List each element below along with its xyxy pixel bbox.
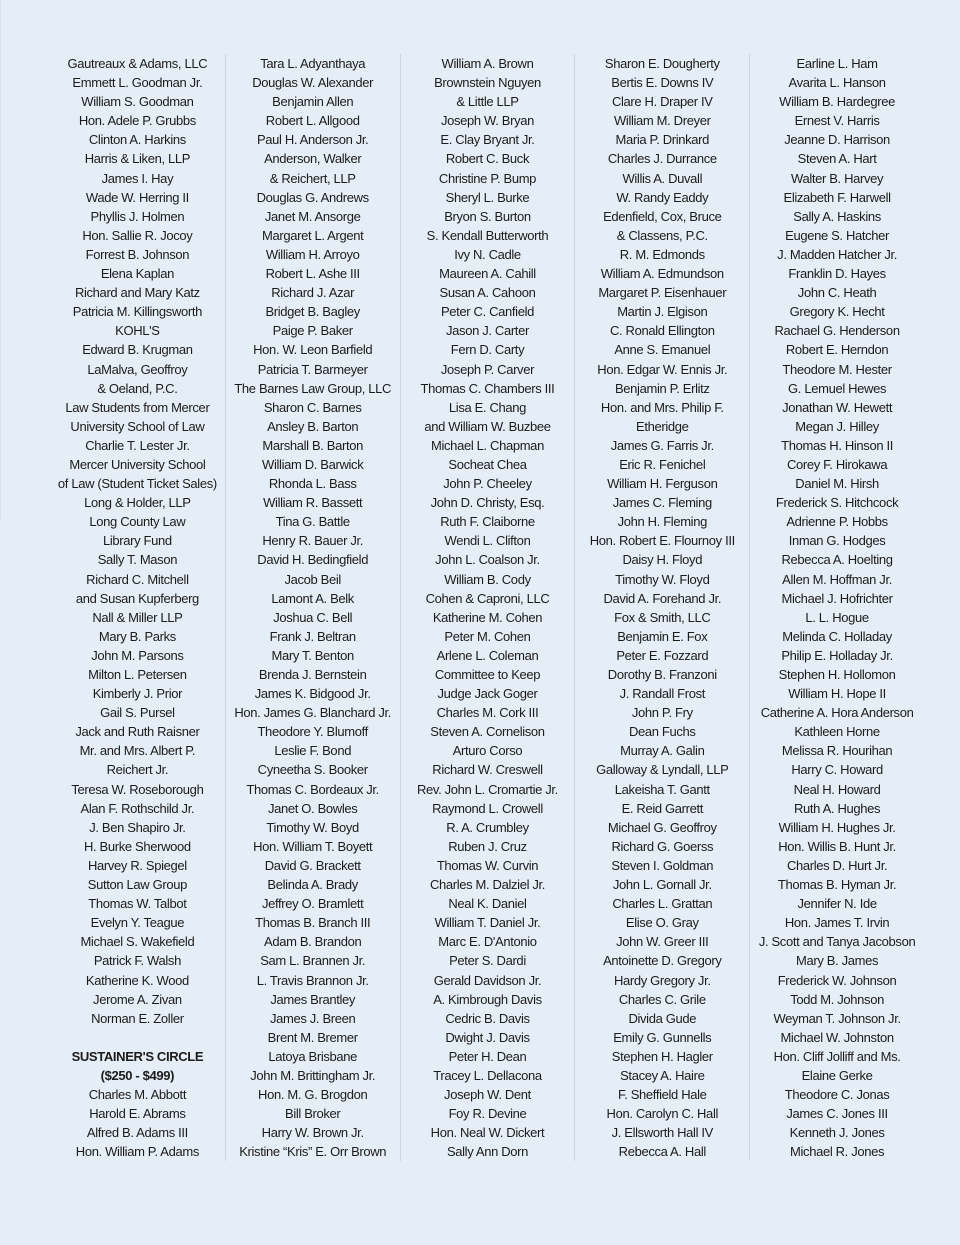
donor-name: Thomas C. Bordeaux Jr. (246, 781, 379, 797)
donor-name: Jack and Ruth Raisner (75, 724, 200, 740)
donor-name: Thomas B. Hyman Jr. (777, 877, 897, 893)
donor-name: John P. Cheeley (443, 476, 532, 492)
donor-name: Clinton A. Harkins (88, 132, 186, 148)
donor-name: John C. Heath (797, 285, 877, 301)
donor-name: Evelyn Y. Teague (90, 915, 185, 931)
donor-column-4 (574, 54, 749, 1161)
donor-name: Cedric B. Davis (445, 1010, 530, 1026)
donor-name: William H. Hope II (788, 686, 886, 702)
donor-name: Hon. Robert E. Flournoy III (589, 533, 735, 549)
donor-name: Melissa R. Hourihan (781, 743, 893, 759)
donor-name: Rebecca A. Hoelting (781, 552, 893, 568)
donor-name: Brownstein Nguyen (434, 75, 541, 91)
donor-name: Jennifer N. Ide (797, 896, 877, 912)
donor-name: Long & Holder, LLP (84, 495, 191, 511)
donor-name: Lisa E. Chang (448, 399, 527, 415)
donor-name: Mercer University School (69, 456, 206, 472)
donor-name: Frederick S. Hitchcock (775, 495, 899, 511)
donor-name: Hon. Carolyn C. Hall (606, 1106, 719, 1122)
donor-name: Teresa W. Roseborough (71, 781, 204, 797)
donor-name: Maureen A. Cahill (439, 266, 536, 282)
donor-name: Christine P. Bump (438, 170, 537, 186)
donor-name: Dwight J. Davis (445, 1029, 530, 1045)
donor-name: Theodore C. Jonas (784, 1087, 890, 1103)
donor-name: Sally Ann Dorn (446, 1144, 529, 1160)
donor-name: Stephen H. Hagler (611, 1048, 713, 1064)
donor-name: Hon. Willis B. Hunt Jr. (778, 838, 896, 854)
donor-name: Cyneetha S. Booker (257, 762, 368, 778)
donor-name: William H. Ferguson (607, 476, 718, 492)
donor-name: John H. Fleming (617, 514, 707, 530)
donor-name: Rhonda L. Bass (268, 476, 357, 492)
donor-name: Hon. Cliff Jolliff and Ms. (773, 1048, 901, 1064)
donor-name: Theodore Y. Blumoff (257, 724, 368, 740)
donor-name: Anne S. Emanuel (614, 342, 711, 358)
donor-name: Kimberly J. Prior (92, 686, 183, 702)
donor-name: Charles M. Dalziel Jr. (429, 877, 546, 893)
donor-name: Joseph W. Bryan (440, 113, 534, 129)
donor-name: Peter M. Cohen (444, 628, 531, 644)
donor-name: Timothy W. Floyd (615, 571, 710, 587)
donor-name: Henry R. Bauer Jr. (262, 533, 364, 549)
donor-name: Frederick W. Johnson (777, 972, 897, 988)
donor-name: Tracey L. Dellacona (433, 1067, 542, 1083)
donor-name: & Oeland, P.C. (97, 380, 178, 396)
donor-name: Michael W. Johnston (780, 1029, 894, 1045)
donor-name: Richard G. Goerss (611, 838, 714, 854)
donor-name: Cohen & Caproni, LLC (425, 590, 550, 606)
donor-column-3 (400, 54, 575, 1161)
donor-name: Tara L. Adyanthaya (260, 56, 366, 71)
donor-name: Robert L. Allgood (265, 113, 360, 129)
donor-name: William B. Cody (444, 571, 531, 587)
donor-name: Galloway & Lyndall, LLP (596, 762, 729, 778)
donor-name: J. Scott and Tanya Jacobson (758, 934, 916, 950)
donor-name: Ruth A. Hughes (794, 800, 881, 816)
spacer (50, 1028, 225, 1047)
donor-name: KOHL'S (115, 323, 160, 339)
donor-name: Martin J. Elgison (617, 304, 708, 320)
donor-name: Edward B. Krugman (82, 342, 193, 358)
donor-name: A. Kimbrough Davis (433, 991, 542, 1007)
donor-name: William M. Dreyer (613, 113, 711, 129)
donor-name: Hon. Adele P. Grubbs (78, 113, 196, 129)
donor-name: Douglas G. Andrews (256, 189, 369, 205)
donor-name: Janet O. Bowles (267, 800, 358, 816)
donor-name: Hon. William P. Adams (75, 1144, 199, 1160)
donor-name: David G. Brackett (264, 857, 361, 873)
donor-name: Richard W. Creswell (432, 762, 543, 778)
donor-name: F. Sheffield Hale (618, 1087, 707, 1103)
donor-name: David H. Bedingfield (257, 552, 369, 568)
donor-name: Alan F. Rothschild Jr. (80, 800, 195, 816)
donor-name: Michael G. Geoffroy (607, 819, 717, 835)
donor-name: William A. Brown (441, 56, 534, 71)
donor-name: Patricia T. Barmeyer (257, 361, 368, 377)
donor-name: R. M. Edmonds (619, 246, 705, 262)
donor-name: William A. Edmundson (600, 266, 724, 282)
donor-name: G. Lemuel Hewes (788, 380, 887, 396)
donor-name: Corey F. Hirokawa (786, 456, 888, 472)
donor-name: Leslie F. Bond (274, 743, 352, 759)
donor-name: Paul H. Anderson Jr. (256, 132, 369, 148)
donor-name: Benjamin Allen (272, 94, 354, 110)
donor-name: Hardy Gregory Jr. (613, 972, 711, 988)
donor-name: Douglas W. Alexander (252, 75, 374, 91)
donor-name: Thomas H. Hinson II (781, 437, 893, 453)
donor-name: William S. Goodman (81, 94, 194, 110)
donor-name: H. Burke Sherwood (84, 838, 191, 854)
donor-name: Jonathan W. Hewett (782, 399, 893, 415)
donor-name: Arturo Corso (452, 743, 523, 759)
donor-name: Divida Gude (628, 1010, 697, 1026)
donor-name: Philip E. Holladay Jr. (781, 647, 893, 663)
donor-name: Janet M. Ansorge (264, 208, 361, 224)
donor-name: Sharon C. Barnes (263, 399, 362, 415)
donor-name: Charles L. Grattan (612, 896, 713, 912)
donor-name: John M. Brittingham Jr. (250, 1067, 376, 1083)
donor-name: Brenda J. Bernstein (258, 667, 367, 682)
donor-name: Sally A. Haskins (793, 208, 881, 224)
donor-name: Sheryl L. Burke (445, 189, 530, 205)
donor-name: Adam B. Brandon (264, 934, 362, 950)
donor-name: Hon. and Mrs. Philip F. (600, 399, 724, 415)
donor-name: Richard C. Mitchell (86, 571, 189, 587)
donor-name: Reichert Jr. (106, 762, 169, 778)
donor-name: James C. Jones III (786, 1106, 888, 1122)
donor-name: Michael R. Jones (790, 1144, 885, 1160)
donor-name: Library Fund (103, 533, 172, 549)
donor-name: Bryon S. Burton (444, 208, 531, 224)
donor-name: Willis A. Duvall (622, 170, 703, 186)
donor-name: Etheridge (636, 418, 689, 434)
donor-name: R. A. Crumbley (446, 819, 529, 835)
donor-name: John L. Gornall Jr. (612, 877, 712, 893)
donor-name: S. Kendall Butterworth (426, 227, 549, 243)
donor-name: Peter C. Canfield (440, 304, 535, 320)
donor-name: Hon. William T. Boyett (253, 838, 373, 854)
donor-name: Thomas W. Talbot (88, 896, 187, 912)
donor-name: W. Randy Eaddy (616, 189, 709, 205)
donor-name: Todd M. Johnson (790, 991, 884, 1007)
donor-name: Ruben J. Cruz (448, 838, 527, 854)
donor-name: Jacob Beil (284, 571, 341, 587)
donor-name: Walter B. Harvey (791, 170, 884, 186)
donor-name: Raymond L. Crowell (432, 800, 543, 816)
donor-name: Hon. James G. Blanchard Jr. (234, 705, 392, 721)
donor-name: Peter E. Fozzard (616, 647, 709, 663)
donor-name: Harvey R. Spiegel (87, 857, 187, 873)
donor-name: E. Reid Garrett (621, 800, 704, 816)
donor-name: Inman G. Hodges (788, 533, 886, 549)
donor-name: L. Travis Brannon Jr. (256, 972, 369, 988)
donor-name: Marshall B. Barton (262, 437, 364, 453)
donor-name: John M. Parsons (91, 647, 184, 663)
donor-name: Alfred B. Adams III (86, 1125, 188, 1141)
donor-name: Charlie T. Lester Jr. (85, 437, 190, 453)
donor-name: James J. Breen (269, 1010, 356, 1026)
donor-name: Benjamin E. Fox (617, 628, 708, 644)
donor-name: Elizabeth F. Harwell (783, 189, 891, 205)
donor-name: Harold E. Abrams (89, 1106, 186, 1122)
donor-column-5 (749, 54, 924, 1161)
donor-name: Antoinette D. Gregory (603, 953, 722, 969)
donor-name: Hon. Neal W. Dickert (430, 1125, 545, 1141)
section-heading: SUSTAINER'S CIRCLE (71, 1048, 204, 1064)
donor-name: Megan J. Hilley (795, 418, 879, 434)
donor-name: Gautreaux & Adams, LLC (67, 56, 208, 71)
donor-name: Mary B. James (796, 953, 879, 969)
donor-name: Eric R. Fenichel (619, 456, 706, 472)
donor-name: Belinda A. Brady (267, 877, 358, 893)
donor-name: John W. Greer III (616, 934, 709, 950)
donor-name: John P. Fry (631, 705, 693, 721)
donor-name: John L. Coalson Jr. (435, 552, 540, 568)
donor-name: William D. Barwick (262, 456, 364, 472)
donor-name: Gregory K. Hecht (789, 304, 885, 320)
donor-name: Gerald Davidson Jr. (433, 972, 542, 988)
donor-name: Ansley B. Barton (267, 418, 359, 434)
donor-name: Foy R. Devine (448, 1106, 527, 1122)
donor-name: Harry C. Howard (791, 762, 883, 778)
donor-name: Robert E. Herndon (785, 342, 889, 358)
donor-name: Stephen H. Hollomon (778, 667, 896, 682)
donor-name: Ivy N. Cadle (454, 246, 521, 262)
donor-name: Daisy H. Floyd (622, 552, 703, 568)
donor-name: Avarita L. Hanson (788, 75, 886, 91)
donor-name: Murray A. Galin (620, 743, 705, 759)
donor-name: Franklin D. Hayes (788, 266, 886, 282)
donor-name: Hon. Edgar W. Ennis Jr. (597, 361, 728, 377)
donor-name: Arlene L. Coleman (436, 647, 539, 663)
donor-name: Hon. M. G. Brogdon (258, 1087, 368, 1103)
donor-name: Ruth F. Claiborne (440, 514, 535, 530)
donor-name: Robert C. Buck (445, 151, 530, 167)
donor-name: and William W. Buzbee (424, 418, 551, 434)
donor-name: Bill Broker (285, 1106, 341, 1122)
donor-name: Rev. John L. Cromartie Jr. (417, 781, 558, 797)
donor-name: Thomas W. Curvin (436, 857, 539, 873)
donor-name: J. Randall Frost (619, 686, 705, 702)
donor-name: Gail S. Pursel (100, 705, 175, 721)
donor-name: Michael L. Chapman (431, 437, 544, 453)
donor-name: John D. Christy, Esq. (430, 495, 545, 511)
donor-name: Mr. and Mrs. Albert P. (79, 743, 196, 759)
donor-name: Patrick F. Walsh (93, 953, 181, 969)
donor-name: Eugene S. Hatcher (785, 227, 890, 243)
donor-name: James I. Hay (101, 170, 174, 186)
donor-name: James G. Farris Jr. (610, 437, 714, 453)
donor-name: University School of Law (70, 418, 205, 434)
donor-name: Margaret P. Eisenhauer (598, 285, 727, 301)
donor-name: L. L. Hogue (805, 609, 869, 625)
donor-name: Milton L. Petersen (88, 667, 187, 682)
donor-name: Forrest B. Johnson (85, 246, 190, 262)
donor-name: Jerome A. Zivan (93, 991, 182, 1007)
donor-name: Kenneth J. Jones (789, 1125, 885, 1141)
donor-name: Phyllis J. Holmen (90, 208, 185, 224)
donor-name: Mary T. Benton (271, 647, 354, 663)
donor-name: Peter H. Dean (448, 1048, 527, 1064)
donor-name: Hon. James T. Irvin (784, 915, 890, 931)
donor-name: Katherine K. Wood (85, 972, 189, 988)
donor-name: Fox & Smith, LLC (614, 609, 711, 625)
donor-name: E. Clay Bryant Jr. (440, 132, 535, 148)
donor-name: Charles D. Hurt Jr. (786, 857, 888, 873)
donor-name: Joseph P. Carver (440, 361, 535, 377)
donor-name: Sam L. Brannen Jr. (260, 953, 366, 969)
donor-name: Anderson, Walker (264, 151, 362, 167)
donor-name: Lakeisha T. Gantt (614, 781, 710, 797)
donor-name: Bertis E. Downs IV (611, 75, 714, 91)
donor-name: Sally T. Mason (97, 552, 178, 568)
donor-name: Judge Jack Goger (437, 686, 538, 702)
donor-name: Wendi L. Clifton (444, 533, 531, 549)
section-heading: ($250 - $499) (100, 1067, 175, 1083)
donor-name: Jeanne D. Harrison (784, 132, 890, 148)
donor-name: Earline L. Ham (796, 56, 878, 71)
donor-name: William H. Hughes Jr. (778, 819, 896, 835)
donor-name: Mary B. Parks (98, 628, 176, 644)
donor-name: Emmett L. Goodman Jr. (72, 75, 203, 91)
donor-name: J. Ben Shapiro Jr. (89, 819, 186, 835)
donor-name: Maria P. Drinkard (615, 132, 710, 148)
donor-name: Joseph W. Dent (444, 1087, 531, 1103)
donor-name: Thomas B. Branch III (255, 915, 371, 931)
donor-name: Robert L. Ashe III (265, 266, 360, 282)
donor-name: Michael S. Wakefield (80, 934, 195, 950)
donor-name: Weyman T. Johnson Jr. (773, 1010, 901, 1026)
left-edge-line (0, 0, 1, 520)
donor-name: J. Madden Hatcher Jr. (777, 246, 897, 262)
donor-name: Long County Law (89, 514, 186, 530)
donor-name: Steven A. Cornelison (430, 724, 545, 740)
donor-name: Law Students from Mercer (65, 399, 210, 415)
donor-name: and Susan Kupferberg (75, 590, 199, 606)
donor-name: Rachael G. Henderson (774, 323, 900, 339)
donor-name: Catherine A. Hora Anderson (760, 705, 914, 721)
donor-name: Wade W. Herring II (85, 189, 189, 205)
donor-name: Frank J. Beltran (269, 628, 356, 644)
donor-name: Steven A. Hart (797, 151, 877, 167)
donor-name: William T. Daniel Jr. (434, 915, 541, 931)
donor-name: Bridget B. Bagley (265, 304, 360, 320)
donor-name: Richard and Mary Katz (74, 285, 200, 301)
donor-name: James K. Bidgood Jr. (254, 686, 371, 702)
donor-column-1 (50, 54, 225, 1161)
donor-name: & Reichert, LLP (269, 170, 356, 186)
donor-name: James Brantley (270, 991, 356, 1007)
donor-name: & Classens, P.C. (616, 227, 708, 243)
donor-name: Elise O. Gray (625, 915, 699, 931)
donor-name: Ernest V. Harris (794, 113, 880, 129)
donor-name: C. Ronald Ellington (609, 323, 715, 339)
donor-name: Charles J. Durrance (607, 151, 717, 167)
donor-name: Lamont A. Belk (271, 590, 354, 606)
donor-name: & Little LLP (456, 94, 519, 110)
donor-name: Sutton Law Group (87, 877, 187, 893)
donor-name: Melinda C. Holladay (782, 628, 892, 644)
donor-name: Katherine M. Cohen (432, 609, 543, 625)
donor-name: Benjamin P. Erlitz (614, 380, 710, 396)
donor-name: Rebecca A. Hall (618, 1144, 706, 1160)
donor-name: Charles C. Grile (618, 991, 706, 1007)
donor-name: Susan A. Cahoon (439, 285, 536, 301)
donor-name: James C. Fleming (612, 495, 712, 511)
donor-name: Harris & Liken, LLP (84, 151, 191, 167)
donor-name: of Law (Student Ticket Sales) (57, 476, 217, 492)
donor-name: Timothy W. Boyd (266, 819, 359, 835)
donor-name: William R. Bassett (263, 495, 363, 511)
donor-name: Elena Kaplan (100, 266, 174, 282)
donor-name: Theodore M. Hester (782, 361, 892, 377)
donor-name: Daniel M. Hirsh (795, 476, 879, 492)
donor-name: William H. Arroyo (265, 246, 360, 262)
donor-name: Dorothy B. Franzoni (607, 667, 717, 682)
donor-name: Stacey A. Haire (620, 1067, 705, 1083)
donor-name: Peter S. Dardi (449, 953, 526, 969)
donor-name: Fern D. Carty (450, 342, 525, 358)
donor-name: Hon. W. Leon Barfield (253, 342, 373, 358)
donor-name: Clare H. Draper IV (611, 94, 713, 110)
donor-name: Charles M. Abbott (88, 1087, 187, 1103)
donor-name: Joshua C. Bell (273, 609, 353, 625)
donor-name: Charles M. Cork III (436, 705, 539, 721)
donor-name: Thomas C. Chambers III (420, 380, 555, 396)
donor-name: Neal H. Howard (793, 781, 881, 797)
donor-name: Adrienne P. Hobbs (786, 514, 888, 530)
donor-name: Sharon E. Dougherty (604, 56, 720, 71)
donor-name: Allen M. Hoffman Jr. (782, 571, 892, 587)
donor-name: Paige P. Baker (272, 323, 353, 339)
donor-name: Brent M. Bremer (267, 1029, 358, 1045)
donor-columns (50, 54, 924, 1161)
donor-name: Edenfield, Cox, Bruce (603, 208, 722, 224)
donor-name: Nall & Miller LLP (92, 609, 183, 625)
donor-name: Marc E. D'Antonio (438, 934, 537, 950)
donor-name: Patricia M. Killingsworth (72, 304, 203, 320)
donor-name: Richard J. Azar (271, 285, 355, 301)
donor-name: David A. Forehand Jr. (603, 590, 722, 606)
donor-name: Latoya Brisbane (268, 1048, 358, 1064)
donor-name: William B. Hardegree (779, 94, 895, 110)
donor-name: The Barnes Law Group, LLC (234, 380, 392, 396)
donor-name: LaMalva, Geoffroy (87, 361, 188, 377)
donor-name: Norman E. Zoller (91, 1010, 184, 1026)
donor-name: Dean Fuchs (628, 724, 696, 740)
donor-name: Harry W. Brown Jr. (261, 1125, 364, 1141)
donor-name: Kathleen Horne (794, 724, 880, 740)
donor-name: Hon. Sallie R. Jocoy (82, 227, 193, 243)
donor-name: Socheat Chea (448, 456, 527, 472)
donor-name: Elaine Gerke (801, 1067, 873, 1083)
donor-name: Steven I. Goldman (611, 857, 714, 873)
donor-name: Committee to Keep (434, 667, 541, 682)
donor-name: Neal K. Daniel (448, 896, 527, 912)
donor-name: Margaret L. Argent (262, 227, 364, 243)
donor-name: J. Ellsworth Hall IV (611, 1125, 713, 1141)
donor-name: Jeffrey O. Bramlett (261, 896, 364, 912)
donor-name: Tina G. Battle (275, 514, 350, 530)
donor-name: Kristine “Kris” E. Orr Brown (239, 1144, 387, 1160)
donor-name: Michael J. Hofrichter (781, 590, 893, 606)
donor-name: Jason J. Carter (446, 323, 529, 339)
donor-name: Emily G. Gunnells (613, 1029, 712, 1045)
donor-column-2 (225, 54, 400, 1161)
